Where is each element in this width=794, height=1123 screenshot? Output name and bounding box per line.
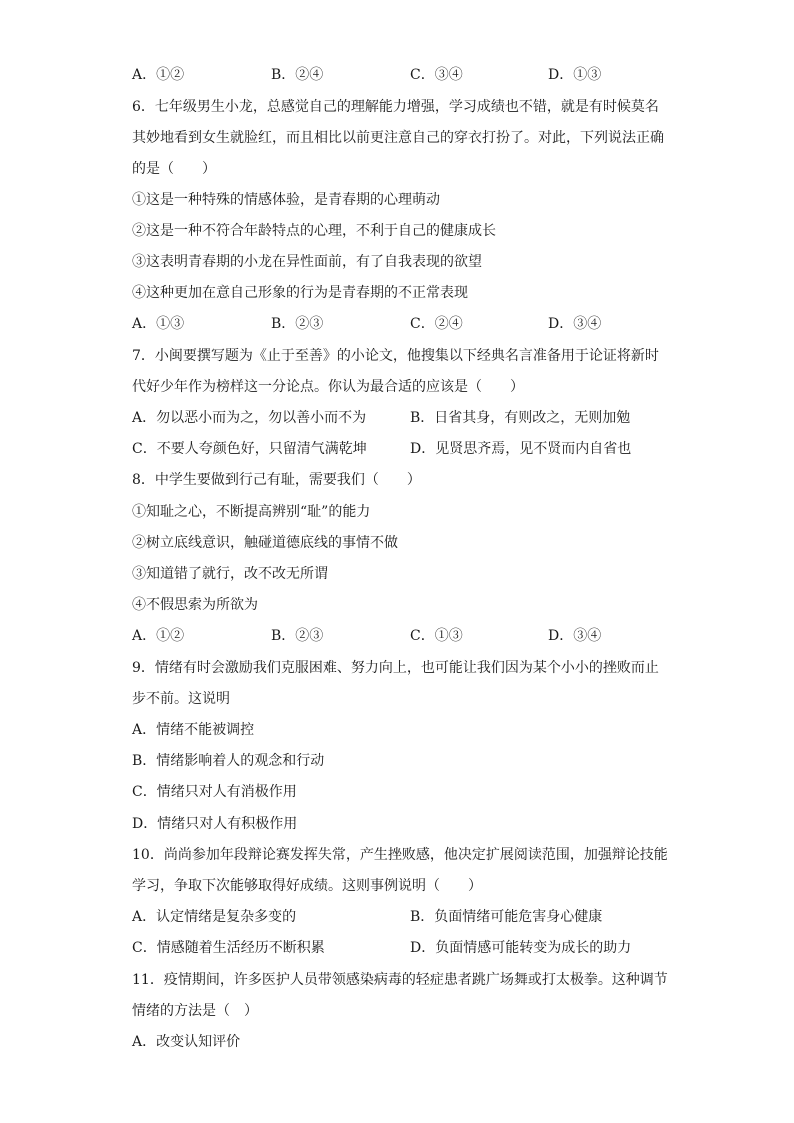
- q8-stem: 8．中学生要做到行己有耻，需要我们（ ）: [132, 472, 421, 488]
- q6-stem-line-1: 6．七年级男生小龙，总感觉自己的理解能力增强，学习成绩也不错，就是有时候莫名: [132, 99, 659, 115]
- q7-option-c: C．不要人夸颜色好，只留清气满乾坤: [132, 441, 367, 457]
- q7-option-a: A．勿以恶小而为之，勿以善小而不为: [132, 410, 367, 426]
- q5-option-a: A．①②: [132, 67, 185, 83]
- q6-option-a: A．①③: [132, 316, 185, 332]
- q8-option-c: C．①③: [410, 628, 463, 644]
- q6-option-c: C．②④: [410, 316, 463, 332]
- q10-option-d: D．负面情感可能转变为成长的助力: [410, 940, 632, 956]
- q11-stem-line-1: 11．疫情期间，许多医护人员带领感染病毒的轻症患者跳广场舞或打太极拳。这种调节: [132, 972, 668, 988]
- q5-option-c: C．③④: [410, 67, 463, 83]
- q9-option-d: D．情绪只对人有积极作用: [132, 816, 298, 832]
- q6-statement-4: ④这种更加在意自己形象的行为是青春期的不正常表现: [132, 285, 468, 301]
- q8-statement-4: ④不假思索为所欲为: [132, 597, 258, 613]
- q6-option-d: D．③④: [548, 316, 602, 332]
- q5-option-d: D．①③: [548, 67, 602, 83]
- q9-option-b: B．情绪影响着人的观念和行动: [132, 753, 325, 769]
- q8-statement-1: ①知耻之心，不断提高辨别“耻”的能力: [132, 504, 371, 520]
- q6-statement-1: ①这是一种特殊的情感体验，是青春期的心理萌动: [132, 192, 440, 208]
- q9-stem-line-1: 9．情绪有时会激励我们克服困难、努力向上，也可能让我们因为某个小小的挫败而止: [132, 660, 659, 676]
- q8-option-d: D．③④: [548, 628, 602, 644]
- q6-stem-line-2: 其妙地看到女生就脸红，而且相比以前更注意自己的穿衣打扮了。对此，下列说法正确: [132, 130, 664, 146]
- q9-option-c: C．情绪只对人有消极作用: [132, 784, 297, 800]
- q11-option-a: A．改变认知评价: [132, 1034, 241, 1050]
- q9-option-a: A．情绪不能被调控: [132, 722, 255, 738]
- q8-statement-2: ②树立底线意识，触碰道德底线的事情不做: [132, 535, 398, 551]
- q6-statement-3: ③这表明青春期的小龙在异性面前，有了自我表现的欲望: [132, 254, 482, 270]
- q10-option-b: B．负面情绪可能危害身心健康: [410, 909, 603, 925]
- q7-option-b: B．日省其身，有则改之，无则加勉: [410, 410, 631, 426]
- q8-statement-3: ③知道错了就行，改不改无所谓: [132, 566, 328, 582]
- q6-statement-2: ②这是一种不符合年龄特点的心理，不利于自己的健康成长: [132, 223, 496, 239]
- q8-option-a: A．①②: [132, 628, 185, 644]
- q5-option-b: B．②④: [271, 67, 324, 83]
- q7-option-d: D．见贤思齐焉，见不贤而内自省也: [410, 441, 632, 457]
- q11-stem-line-2: 情绪的方法是（ ）: [132, 1003, 258, 1019]
- q8-option-b: B．②③: [271, 628, 324, 644]
- q10-option-c: C．情感随着生活经历不断积累: [132, 940, 325, 956]
- q6-option-b: B．②③: [271, 316, 324, 332]
- q10-stem-line-2: 学习，争取下次能够取得好成绩。这则事例说明（ ）: [132, 878, 482, 894]
- q9-stem-line-2: 步不前。这说明: [132, 691, 230, 707]
- q6-stem-line-3: 的是（ ）: [132, 161, 216, 177]
- q10-stem-line-1: 10．尚尚参加年段辩论赛发挥失常，产生挫败感，他决定扩展阅读范围，加强辩论技能: [132, 847, 668, 863]
- q7-stem-line-1: 7．小闽要撰写题为《止于至善》的小论文，他搜集以下经典名言准备用于论证将新时: [132, 348, 659, 364]
- q10-option-a: A．认定情绪是复杂多变的: [132, 909, 297, 925]
- q7-stem-line-2: 代好少年作为榜样这一分论点。你认为最合适的应该是（ ）: [132, 379, 524, 395]
